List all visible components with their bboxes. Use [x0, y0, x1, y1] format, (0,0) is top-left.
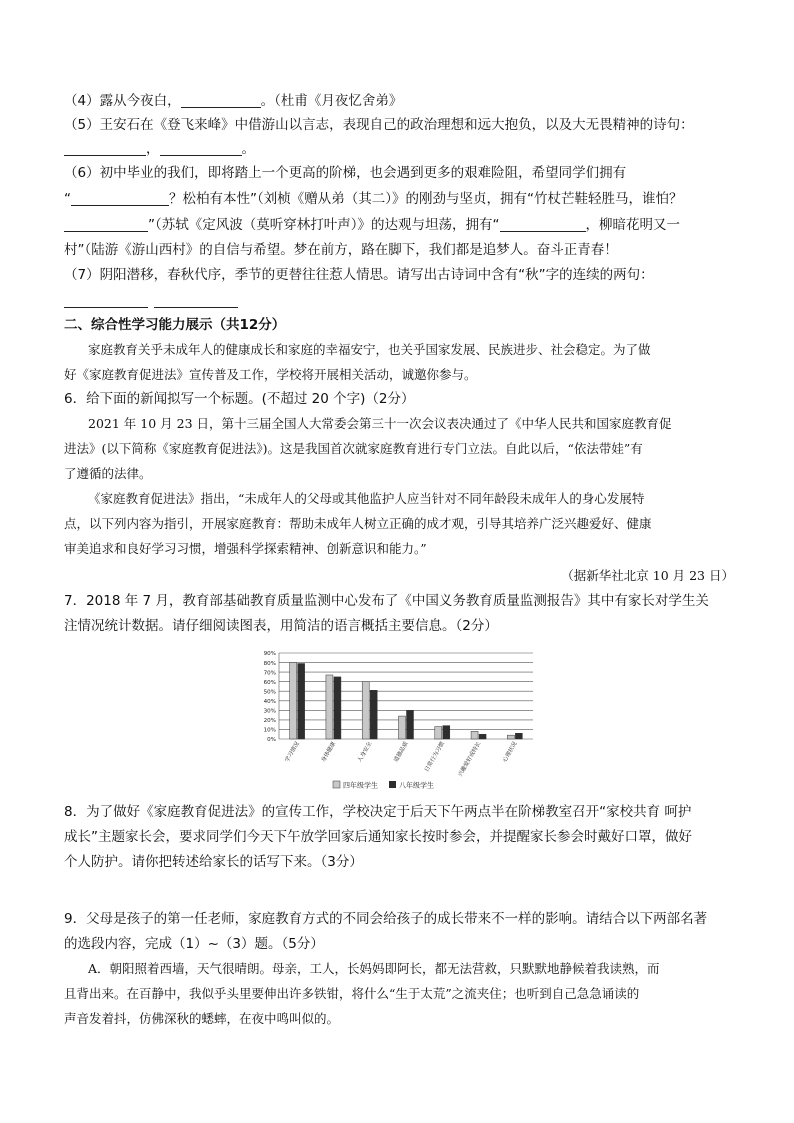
x-category-label: 学习情况 — [284, 741, 301, 764]
section-intro-line2: 好《家庭教育促进法》宣传普及工作，学校将开展相关活动，诚邀你参与。 — [64, 367, 477, 382]
q6-poem-line3: ”（苏轼《定风波（莫听穿林打叶声）》的达观与坦荡，拥有“ ，柳暗花明又一 — [64, 216, 680, 234]
y-tick-label: 70% — [263, 670, 276, 677]
x-category-label: 日常行为习惯 — [424, 741, 447, 774]
legend-swatch-grade8 — [389, 781, 396, 788]
bar-grade4 — [399, 716, 406, 739]
q6-news-line1: 2021 年 10 月 23 日，第十三届全国人大常委会第三十一次会议表决通过了《中华人民共和国家庭教育促 — [88, 416, 672, 431]
bar-grade8 — [515, 733, 522, 739]
bar-grade4 — [290, 663, 297, 739]
q8-line3: 个人防护。请你把转述给家长的话写下来。（3分） — [64, 854, 363, 870]
q7-poem-line: （7）阴阳潜移，春秋代序，季节的更替往往惹人情思。请写出古诗词中含有“秋”字的连续的两句： — [64, 267, 654, 283]
answer-blank[interactable] — [64, 293, 148, 308]
q7-line2: 注情况统计数据。请仔细阅读图表，用简洁的语言概括主要信息。（2分） — [64, 618, 498, 634]
y-tick-label: 90% — [263, 651, 276, 658]
parent-attention-bar-chart — [255, 647, 540, 795]
q9-line1: 9．父母是孩子的第一任老师，家庭教育方式的不同会给孩子的成长带来不一样的影响。请结合以下两部名著 — [64, 911, 708, 927]
q8-line2: 成长”主题家长会，要求同学们今天下午放学回家后通知家长按时参会，并提醒家长参会时戴好口罩，做好 — [64, 829, 692, 845]
answer-blank[interactable] — [154, 293, 238, 308]
answer-blank[interactable] — [160, 141, 242, 156]
bar-grade8 — [334, 677, 341, 739]
bar-grade4 — [507, 735, 514, 739]
bar-grade4 — [435, 727, 442, 739]
q4-line: （4）露从今夜白， 。（杜甫《月夜忆舍弟》 — [64, 93, 403, 109]
bar-grade8 — [298, 664, 305, 739]
q9-excerpt-a-line1: A．朝阳照着西墙，天气很晴朗。母亲，工人，长妈妈即阿长，都无法营救，只默默地静候着我读熟，而 — [88, 961, 660, 976]
bar-grade4 — [326, 675, 333, 739]
q6-news-line3: 了遵循的法律。 — [64, 466, 152, 481]
q7-line1: 7．2018 年 7 月，教育部基础教育质量监测中心发布了《中国义务教育质量监测报告》其中有家长对学生关 — [64, 593, 709, 609]
q6-news-source: （据新华社北京 10 月 23 日） — [561, 568, 734, 583]
q6-news-line2: 进法》(以下简称《家庭教育促进法》)。这是我国首次就家庭教育进行专门立法。自此以后，“依法带娃”有 — [64, 441, 643, 456]
y-tick-label: 80% — [263, 660, 276, 667]
y-tick-label: 10% — [263, 727, 276, 734]
q6-news-line4: 《家庭教育促进法》指出，“未成年人的父母或其他监护人应当针对不同年龄段未成年人的身心发展特 — [88, 491, 645, 506]
y-tick-label: 30% — [263, 708, 276, 715]
q8-line1: 8．为了做好《家庭教育促进法》的宣传工作，学校决定于后天下午两点半在阶梯教室召开“家校共育 呵护 — [64, 804, 692, 820]
answer-blank[interactable] — [64, 141, 146, 156]
answer-blank[interactable] — [181, 93, 261, 108]
bar-grade8 — [407, 710, 414, 739]
y-tick-label: 60% — [263, 679, 276, 686]
q6-news-line6: 审美追求和良好学习习惯，增强科学探索精神、创新意识和能力。” — [64, 541, 427, 556]
x-category-label: 道德品质 — [393, 741, 410, 764]
answer-blank[interactable] — [64, 217, 148, 232]
q9-excerpt-a-line2: 且背出来。在百静中，我似乎头里要伸出许多铁钳，将什么“生于太荒”之流夹住；也听到自己急急诵读的 — [64, 986, 640, 1001]
y-tick-label: 50% — [263, 689, 276, 696]
answer-blank[interactable] — [71, 191, 169, 206]
section-intro-line1: 家庭教育关乎未成年人的健康成长和家庭的幸福安宁，也关乎国家发展、民族进步、社会稳定。为了做 — [88, 342, 651, 357]
q5-blanks: ， 。 — [64, 140, 255, 158]
q9-line2: 的选段内容，完成（1）~（3）题。（5分） — [64, 936, 324, 952]
answer-blank[interactable] — [500, 217, 586, 232]
legend-swatch-grade4 — [333, 781, 340, 788]
q6-poem-line4: 村”（陆游《游山西村》的自信与希望。梦在前方，路在脚下，我们都是追梦人。奋斗正青春！ — [64, 242, 618, 258]
q7-blanks — [64, 292, 238, 310]
y-tick-label: 20% — [263, 718, 276, 725]
x-category-label: 身体健康 — [320, 741, 338, 764]
q6-prompt: 6．给下面的新闻拟写一个标题。(不超过 20 个字)（2分） — [64, 391, 415, 407]
bar-grade8 — [443, 726, 450, 739]
section-heading: 二、综合性学习能力展示（共12分） — [64, 317, 286, 333]
x-category-label: 人身安全 — [357, 741, 374, 764]
q6-news-line5: 点，以下列内容为指引，开展家庭教育：帮助未成年人树立正确的成才观，引导其培养广泛兴趣爱好、健康 — [64, 516, 652, 531]
q6-poem-line2: “ ？松柏有本性”（刘桢《赠从弟（其二）》的刚劲与坚贞，拥有“竹杖芒鞋轻胜马，谁怕？ — [64, 191, 683, 207]
bar-grade8 — [479, 734, 486, 739]
y-tick-label: 0% — [267, 737, 276, 744]
legend-label-grade4: 四年级学生 — [343, 781, 378, 790]
q9-excerpt-a-line3: 声音发着抖，仿佛深秋的蟋蟀，在夜中鸣叫似的。 — [64, 1011, 340, 1026]
y-tick-label: 40% — [263, 698, 276, 705]
bar-grade8 — [370, 690, 377, 739]
bar-grade4 — [362, 682, 369, 739]
legend-label-grade8: 八年级学生 — [399, 781, 434, 790]
x-category-label: 兴趣爱好或特长 — [457, 741, 483, 778]
x-category-label: 心理状况 — [502, 741, 519, 764]
q6-poem-line1: （6）初中毕业的我们，即将踏上一个更高的阶梯，也会遇到更多的艰难险阻，希望同学们拥有 — [64, 165, 627, 181]
q5-line: （5）王安石在《登飞来峰》中借游山以言志，表现自己的政治理想和远大抱负，以及大无畏精神的诗句： — [64, 117, 694, 133]
bar-grade4 — [471, 731, 478, 739]
